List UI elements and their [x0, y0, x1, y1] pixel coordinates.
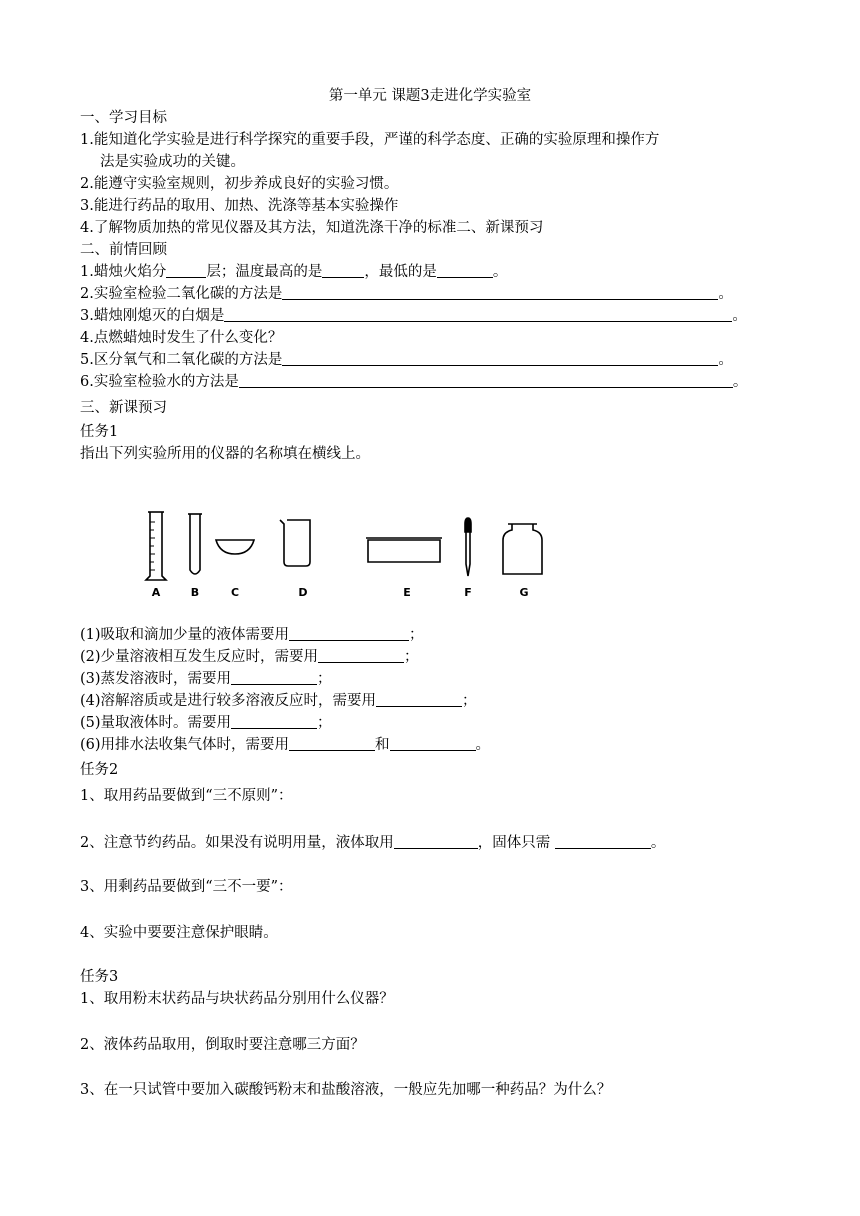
answer-blank[interactable] — [231, 670, 317, 685]
task-1-question-4 — [80, 690, 477, 712]
task-1-label: 任务1 — [80, 424, 119, 440]
question-text: 5.区分氧气和二氧化碳的方法是 — [80, 352, 283, 368]
figure-label-f: F — [464, 586, 472, 599]
answer-blank[interactable] — [289, 736, 375, 751]
answer-blank[interactable] — [318, 648, 404, 663]
question-text: 3.蜡烛刚熄灭的白烟是 — [80, 308, 225, 324]
answer-blank[interactable] — [555, 834, 651, 849]
question-text: 1.蜡烛火焰分 — [80, 264, 167, 280]
question-text: (2)少量溶液相互发生反应时，需要用 — [80, 649, 319, 665]
review-question-2 — [80, 283, 733, 305]
answer-blank[interactable] — [322, 263, 364, 278]
figure-label-b: B — [190, 586, 200, 599]
question-text: (5)量取液体时。需要用 — [80, 715, 232, 731]
figure-label-d: D — [298, 586, 308, 599]
question-end: 。 — [650, 835, 666, 851]
figure-label-e: E — [403, 586, 411, 599]
answer-blank[interactable] — [231, 714, 317, 729]
question-end: 。 — [475, 737, 491, 753]
answer-blank[interactable] — [282, 285, 718, 300]
question-end: 。 — [718, 286, 733, 302]
question-end: 。 — [732, 308, 747, 324]
review-question-3 — [80, 305, 747, 327]
task-3-item-3: 3、在一只试管中要加入碳酸钙粉末和盐酸溶液，一般应先加哪一种药品？为什么？ — [80, 1082, 612, 1098]
section-heading-objectives: 一、学习目标 — [80, 110, 167, 126]
figure-label-a: A — [151, 586, 161, 599]
task-1-question-1 — [80, 624, 424, 646]
review-question-4: 4.点燃蜡烛时发生了什么变化？ — [80, 330, 283, 346]
question-end: ； — [409, 627, 424, 643]
task-2-item-3: 3、用剩药品要做到“三不一要”： — [80, 879, 293, 895]
lab-instruments-figure — [140, 510, 560, 605]
question-end: ； — [404, 649, 419, 665]
question-text: (1)吸取和滴加少量的液体需要用 — [80, 627, 290, 643]
question-text: 2.实验室检验二氧化碳的方法是 — [80, 286, 283, 302]
objective-item: 1.能知道化学实验是进行科学探究的重要手段，严谨的科学态度、正确的实验原理和操作方 — [80, 132, 660, 148]
figure-label-g: G — [519, 586, 529, 599]
question-mid: 和 — [375, 737, 390, 753]
question-text: ，固体只需 — [477, 835, 555, 851]
task-1-question-2 — [80, 646, 419, 668]
answer-blank[interactable] — [166, 263, 206, 278]
beaker-icon — [280, 520, 310, 566]
task-3-item-2: 2、液体药品取用，倒取时要注意哪三方面？ — [80, 1037, 365, 1053]
objective-item: 4.了解物质加热的常见仪器及其方法，知道洗涤干净的标准二、新课预习 — [80, 220, 544, 236]
answer-blank[interactable] — [282, 351, 718, 366]
page-title: 第一单元 课题3走进化学实验室 — [328, 88, 532, 104]
gas-bottle-icon — [503, 524, 542, 574]
task-2-item-4: 4、实验中要要注意保护眼睛。 — [80, 925, 278, 941]
question-text: ，最低的是 — [364, 264, 437, 280]
figure-label-c: C — [230, 586, 240, 599]
task-3-label: 任务3 — [80, 969, 119, 985]
question-end: ； — [317, 671, 332, 687]
evaporating-dish-icon — [216, 540, 254, 554]
task-2-item-2 — [80, 832, 665, 854]
section-heading-review: 二、前情回顾 — [80, 242, 167, 258]
task-1-instruction: 指出下列实验所用的仪器的名称填在横线上。 — [80, 446, 370, 462]
answer-blank[interactable] — [376, 692, 462, 707]
question-end: 。 — [718, 352, 733, 368]
task-2-item-1: 1、取用药品要做到“三不原则”： — [80, 788, 293, 804]
task-1-question-6 — [80, 734, 490, 756]
task-1-question-5 — [80, 712, 332, 734]
answer-blank[interactable] — [394, 834, 478, 849]
answer-blank[interactable] — [289, 626, 409, 641]
question-text: (3)蒸发溶液时，需要用 — [80, 671, 232, 687]
task-3-item-1: 1、取用粉末状药品与块状药品分别用什么仪器？ — [80, 991, 394, 1007]
question-end: 。 — [732, 374, 748, 390]
question-text: (6)用排水法收集气体时，需要用 — [80, 737, 290, 753]
review-question-6 — [80, 371, 747, 393]
answer-blank[interactable] — [390, 736, 476, 751]
objective-item: 3.能进行药品的取用、加热、洗涤等基本实验操作 — [80, 198, 399, 214]
dropper-icon — [465, 518, 471, 576]
water-trough-icon — [366, 538, 442, 562]
question-end: ； — [462, 693, 477, 709]
task-1-question-3 — [80, 668, 332, 690]
answer-blank[interactable] — [239, 373, 733, 388]
graduated-cylinder-icon — [146, 512, 166, 580]
task-2-label: 任务2 — [80, 762, 119, 778]
question-text: 2、注意节约药品。如果没有说明用量，液体取用 — [80, 835, 394, 851]
test-tube-icon — [188, 514, 202, 574]
answer-blank[interactable] — [224, 307, 732, 322]
objective-item: 2.能遵守实验室规则，初步养成良好的实验习惯。 — [80, 176, 399, 192]
objective-item-continued: 法是实验成功的关键。 — [100, 154, 245, 170]
question-text: 。 — [492, 264, 508, 280]
question-text: 层；温度最高的是 — [206, 264, 323, 280]
question-text: (4)溶解溶质或是进行较多溶液反应时，需要用 — [80, 693, 377, 709]
question-end: ； — [317, 715, 332, 731]
review-question-1 — [80, 261, 507, 283]
section-heading-preview: 三、新课预习 — [80, 400, 167, 416]
question-text: 6.实验室检验水的方法是 — [80, 374, 239, 390]
answer-blank[interactable] — [437, 263, 493, 278]
review-question-5 — [80, 349, 733, 371]
